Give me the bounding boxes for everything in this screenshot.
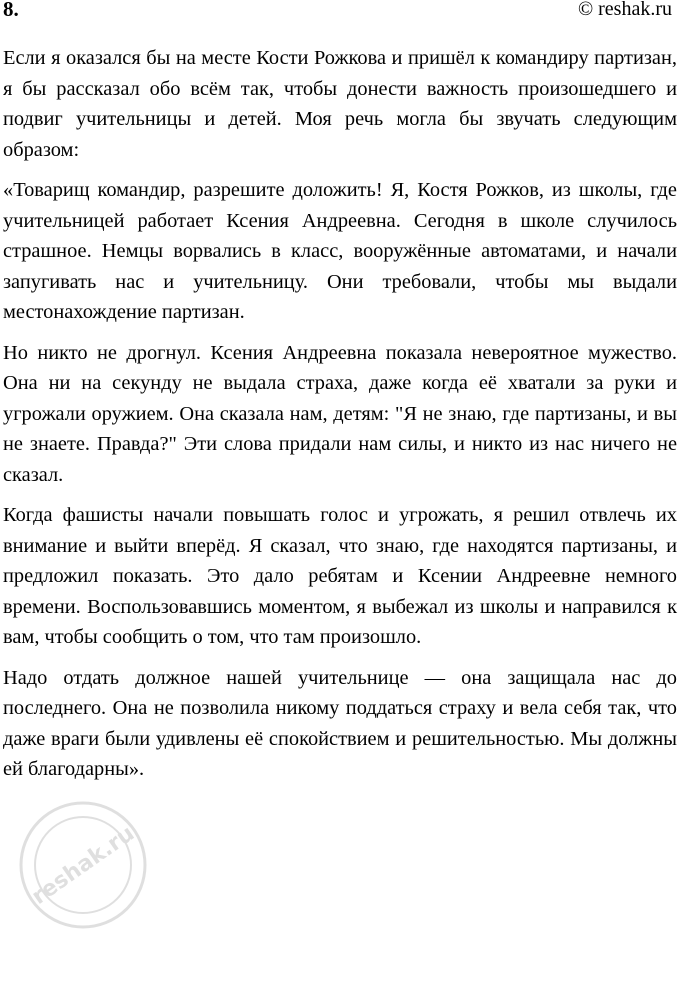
answer-text (3, 43, 677, 795)
paragraph-conclusion: Надо отдать должное нашей учительнице — она защищала нас до последнего. Она не позволила никому поддаться страху и вела себя так, что даже враги были удивлены её спокойствием и решительностью. Мы должны ей благодарны». (3, 666, 677, 780)
task-number: 8. (3, 0, 19, 21)
page-header (0, 0, 680, 28)
paragraph-intro: Если я оказался бы на месте Кости Рожкова и пришёл к командиру партизан, я бы рассказал обо всём так, чтобы донести важность произошедшего и подвиг учительницы и детей. Моя речь могла бы звучать следующим образом: (3, 47, 677, 161)
site-label: © reshak.ru (577, 0, 672, 20)
watermark-text: reshak.ru (27, 821, 140, 910)
paragraph-escape: Когда фашисты начали повышать голос и угрожать, я решил отвлечь их внимание и выйти вперёд. Я сказал, что знаю, где находятся партизаны, и предложил показать. Это дало ребятам и Ксении Андреевне немного времени. Воспользовавшись моментом, я выбежал из школы и направился к вам, чтобы сообщить о том, что там произошло. (3, 504, 677, 648)
paragraph-report-start: «Товарищ командир, разрешите доложить! Я, Костя Рожков, из школы, где учительницей работает Ксения Андреевна. Сегодня в школе случилось страшное. Немцы ворвались в класс, вооружённые автоматами, и начали запугивать нас и учительницу. Они требовали, чтобы мы выдали местонахождение партизан. (3, 179, 677, 323)
reshak-watermark-logo (8, 790, 158, 940)
paragraph-teacher-courage: Но никто не дрогнул. Ксения Андреевна показала невероятное мужество. Она ни на секунду не выдала страха, даже когда её хватали за руки и угрожали оружием. Она сказала нам, детям: "Я не знаю, где партизаны, и вы не знаете. Правда?" Эти слова придали нам силы, и никто из нас ничего не сказал. (3, 341, 677, 486)
